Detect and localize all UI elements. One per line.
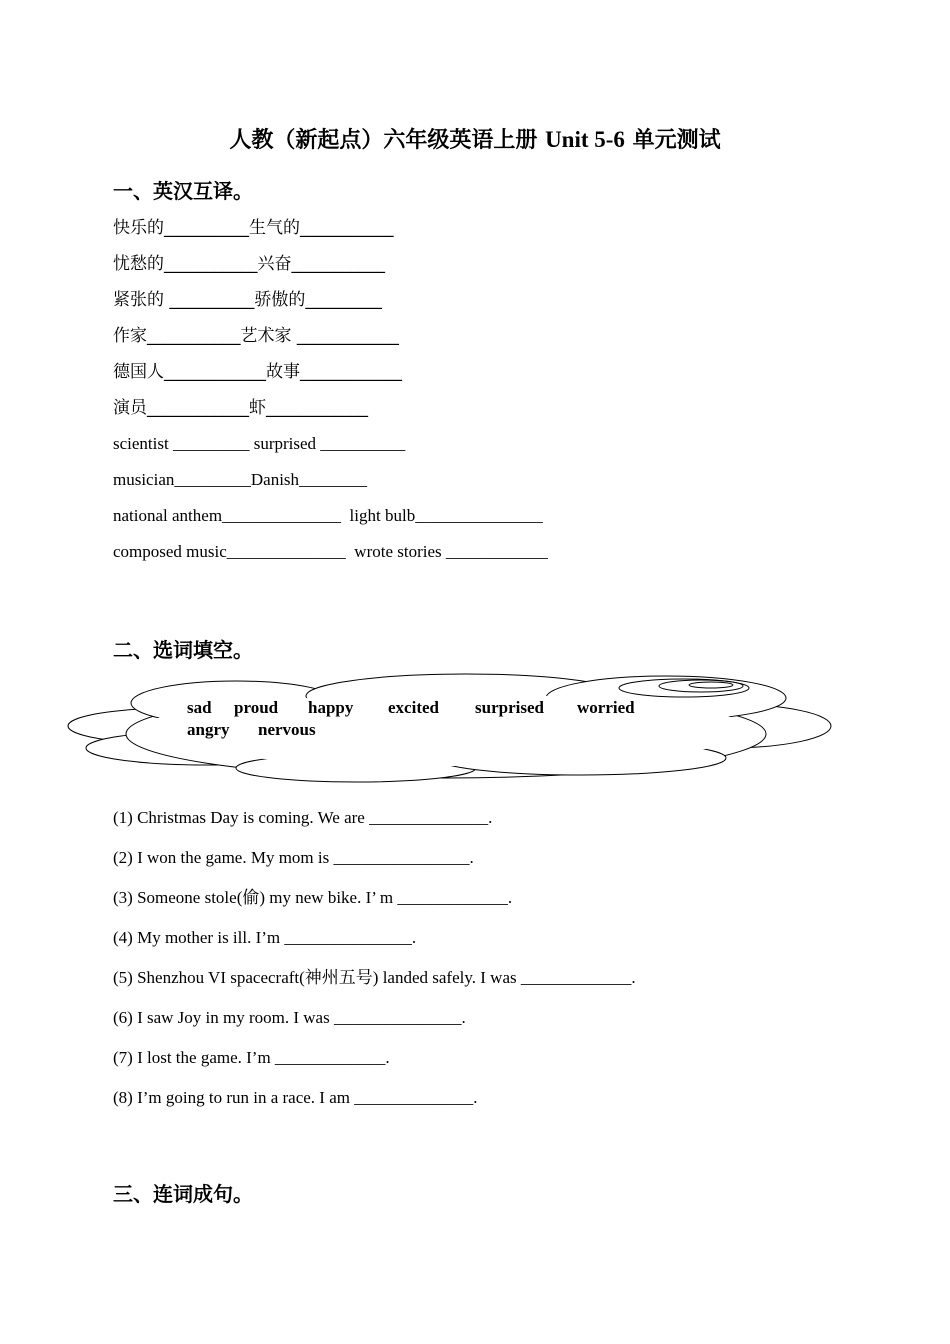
question-item[interactable]: (3) Someone stole(偷) my new bike. I’ m _____________.: [113, 888, 513, 907]
vocab-line[interactable]: scientist _________ surprised __________: [113, 434, 406, 453]
word-option[interactable]: surprised: [475, 698, 544, 717]
word-option[interactable]: nervous: [258, 720, 316, 739]
vocab-line[interactable]: 演员____________虾____________: [113, 398, 368, 418]
title-suffix: 单元测试: [624, 128, 721, 153]
word-bank-row: [187, 719, 657, 741]
question-item[interactable]: (6) I saw Joy in my room. I was _______________.: [113, 1008, 466, 1027]
word-option[interactable]: excited: [388, 698, 439, 717]
question-item[interactable]: (2) I won the game. My mom is ________________.: [113, 848, 474, 867]
title-prefix: 人教（新起点）六年级英语上册: [229, 128, 546, 153]
question-item[interactable]: (5) Shenzhou VI spacecraft(神州五号) landed safely. I was _____________.: [113, 968, 636, 987]
word-option[interactable]: worried: [577, 698, 635, 717]
title-unit: Unit 5-6: [545, 127, 625, 152]
page-title: [0, 124, 950, 157]
question-list: [113, 800, 636, 1120]
word-option[interactable]: angry: [187, 720, 230, 739]
question-item[interactable]: (4) My mother is ill. I’m _______________.: [113, 928, 417, 947]
word-option[interactable]: proud: [234, 698, 279, 717]
section-1-heading: 一、英汉互译。: [113, 179, 253, 203]
question-item[interactable]: (8) I’m going to run in a race. I am ______________.: [113, 1088, 478, 1107]
word-option[interactable]: happy: [308, 698, 354, 717]
vocab-line[interactable]: 快乐的__________生气的___________: [113, 218, 394, 238]
word-bank: [187, 697, 657, 741]
word-option[interactable]: sad: [187, 698, 212, 717]
question-item[interactable]: (7) I lost the game. I’m _____________.: [113, 1048, 390, 1067]
vocab-line[interactable]: 忧愁的___________兴奋___________: [113, 254, 385, 274]
question-item[interactable]: (1) Christmas Day is coming. We are ______________.: [113, 808, 493, 827]
vocab-line[interactable]: musician_________Danish________: [113, 470, 368, 489]
vocab-line[interactable]: 作家___________艺术家 ____________: [113, 326, 399, 346]
vocab-list: [113, 210, 548, 570]
vocab-line[interactable]: composed music______________ wrote stories ____________: [113, 542, 548, 561]
vocab-line[interactable]: 紧张的 __________骄傲的_________: [113, 290, 382, 310]
vocab-line[interactable]: 德国人____________故事____________: [113, 362, 402, 382]
section-3-heading: 三、连词成句。: [113, 1182, 253, 1206]
word-bank-row: [187, 697, 657, 719]
vocab-line[interactable]: national anthem______________ light bulb_______________: [113, 506, 543, 525]
section-2-heading: 二、选词填空。: [113, 638, 253, 662]
